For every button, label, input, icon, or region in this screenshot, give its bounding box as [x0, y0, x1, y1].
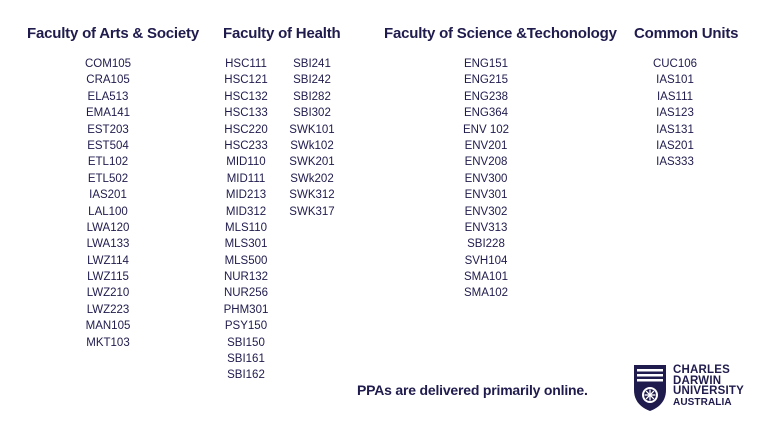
unit-code: EST203: [87, 123, 129, 136]
unit-code: PSY150: [224, 320, 268, 333]
logo-line-australia: AUSTRALIA: [673, 396, 732, 408]
unit-code: LAL100: [88, 205, 128, 218]
unit-code: HSC133: [224, 107, 268, 120]
arts-unit-list: [78, 56, 138, 351]
unit-code: MKT103: [86, 336, 130, 349]
unit-code: EMA141: [85, 107, 131, 120]
unit-code: SWK201: [289, 156, 335, 169]
unit-code: IAS123: [656, 107, 694, 120]
unit-code: SBI241: [293, 58, 331, 70]
unit-code: IAS333: [656, 156, 694, 169]
unit-code: HSC111: [225, 58, 267, 70]
unit-code: IAS131: [656, 123, 694, 136]
unit-code: ENG238: [463, 90, 509, 103]
unit-code: LWA120: [86, 221, 130, 234]
unit-code: HSC233: [224, 139, 268, 152]
unit-code: MLS110: [225, 221, 267, 234]
unit-code: PHM301: [223, 303, 269, 316]
unit-code: SBI302: [293, 107, 331, 120]
health-unit-list-1: [216, 56, 276, 384]
unit-code: ETL102: [87, 156, 129, 169]
unit-code: SBI162: [227, 369, 265, 382]
logo-line-darwin: DARWIN: [673, 374, 722, 387]
cdu-logo: [633, 364, 765, 414]
unit-code: SWK317: [289, 205, 335, 218]
unit-code: SWk202: [290, 172, 334, 185]
unit-code: SWK312: [289, 189, 335, 202]
unit-code: LWA133: [86, 238, 130, 251]
unit-code: HSC121: [224, 74, 268, 87]
logo-wordmark: [673, 365, 744, 409]
unit-code: NUR132: [223, 271, 269, 284]
unit-code: ENV313: [464, 221, 508, 234]
health-unit-list-2: [282, 56, 342, 220]
university-crest-icon: [633, 364, 667, 412]
unit-code: SBI282: [293, 90, 331, 103]
unit-code: IAS201: [656, 139, 694, 152]
unit-code: NUR256: [223, 287, 269, 300]
heading-common-units: Common Units: [634, 25, 739, 42]
unit-code: IAS101: [656, 74, 694, 87]
unit-code: SVH104: [464, 254, 508, 267]
unit-code: MID213: [225, 189, 267, 202]
unit-code: ENV300: [464, 172, 508, 185]
science-unit-list: [456, 56, 516, 302]
unit-code: MLS301: [224, 238, 268, 251]
unit-code: ENG151: [463, 58, 509, 70]
unit-code: MID111: [226, 172, 266, 185]
unit-code: LWZ210: [86, 287, 130, 300]
unit-code: SBI242: [293, 74, 331, 87]
unit-code: MLS500: [224, 254, 268, 267]
common-unit-list: [645, 56, 705, 171]
unit-code: IAS111: [656, 90, 694, 103]
unit-code: ENV 102: [462, 123, 510, 136]
delivery-note: PPAs are delivered primarily online.: [357, 382, 588, 398]
unit-code: MID312: [225, 205, 267, 218]
heading-science-technology: Faculty of Science &Techonology: [384, 25, 617, 42]
heading-health: Faculty of Health: [223, 25, 341, 42]
unit-code: IAS201: [89, 189, 127, 202]
unit-code: SMA101: [463, 271, 509, 284]
unit-code: ENV302: [464, 205, 508, 218]
unit-code: SWK101: [289, 123, 335, 136]
unit-code: ENG215: [463, 74, 509, 87]
unit-code: LWZ114: [87, 254, 129, 267]
unit-code: MID110: [226, 156, 266, 169]
unit-code: SMA102: [463, 287, 509, 300]
unit-code: CUC106: [652, 58, 698, 70]
unit-code: ENV208: [464, 156, 508, 169]
unit-code: LWZ115: [87, 271, 129, 284]
unit-code: ENV301: [464, 189, 508, 202]
unit-code: SBI150: [227, 336, 265, 349]
unit-code: SBI161: [227, 353, 265, 366]
unit-code: HSC220: [224, 123, 268, 136]
unit-code: ENV201: [464, 139, 508, 152]
logo-line-university: UNIVERSITY: [673, 385, 745, 397]
unit-code: HSC132: [224, 90, 268, 103]
unit-code: SBI228: [467, 238, 505, 251]
unit-code: EST504: [87, 139, 129, 152]
unit-code: LWZ223: [86, 303, 130, 316]
unit-code: COM105: [84, 58, 132, 70]
unit-code: CRA105: [86, 74, 130, 87]
unit-code: ETL502: [87, 172, 129, 185]
logo-line-charles: CHARLES: [673, 364, 730, 376]
heading-arts-society: Faculty of Arts & Society: [27, 25, 199, 42]
unit-code: SWk102: [290, 139, 334, 152]
unit-code: MAN105: [85, 320, 131, 333]
unit-code: ELA513: [87, 90, 129, 103]
unit-code: ENG364: [463, 107, 509, 120]
